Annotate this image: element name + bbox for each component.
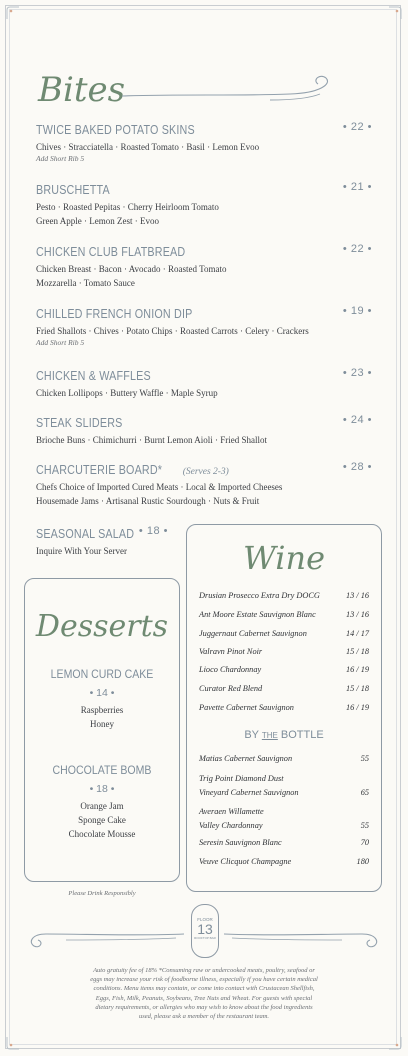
wine-row [199, 665, 369, 674]
wine-row [199, 684, 369, 693]
wine-name: Lioco Chardonnay [199, 665, 262, 674]
wine-row [199, 838, 369, 847]
wine-name-line2: Vineyard Cabernet Sauvignon [199, 788, 299, 797]
wine-price: 15 / 18 [345, 647, 369, 656]
wine-name: Trig Point Diamond Dust [199, 774, 284, 783]
menu-item [36, 525, 176, 558]
wine-name: Veuve Clicquot Champagne [199, 857, 292, 866]
menu-item [36, 243, 372, 290]
menu-item [36, 305, 372, 348]
wine-row [199, 857, 369, 866]
wine-name: Valravn Pinot Noir [199, 647, 263, 656]
item-name: CHICKEN CLUB FLATBREAD [36, 245, 186, 259]
wine-price: 16 / 19 [345, 665, 369, 674]
wine-row [199, 772, 369, 800]
drink-responsibly-note: Please Drink Responsibly [68, 890, 136, 897]
wine-price: 13 / 16 [345, 610, 369, 619]
dessert-item [25, 667, 179, 731]
item-description: Pesto · Roasted Pepitas · Cherry Heirloom Tomato Green Apple · Lemon Zest · Evoo [36, 202, 219, 226]
item-name: STEAK SLIDERS [36, 416, 123, 430]
wine-panel [186, 524, 382, 892]
wine-name: Curator Red Blend [199, 684, 263, 693]
wine-price: 55 [360, 754, 369, 763]
legal-footer: Auto gratuity fee of 18% *Consuming raw or undercooked meats, poultry, seafood or eggs may increase your risk of foodborne illness, especially if you have certain medical conditions. Menu items may contain, or come into contact with Crustacean Shellfish, Eggs, Fish, Milk, Peanuts, Soybeans, Tree Nuts and Wheat. For guests with special dietary requirements, or allergies who may wish to know about the food ingredients used, please ask a member of the restaurant team. [90, 967, 318, 1021]
floor13-logo: FLOOR 13 ROOFTOP BAR [191, 904, 219, 958]
wine-row [199, 647, 369, 656]
wine-price: 180 [356, 857, 369, 866]
item-description: Chicken Lollipops · Buttery Waffle · Maple Syrup [36, 388, 218, 398]
corner-ornament-icon [388, 1036, 402, 1050]
desserts-heading: Desserts [35, 609, 169, 644]
wine-name: Matias Cabernet Sauvignon [199, 754, 293, 763]
wine-price: 16 / 19 [345, 703, 369, 712]
item-price: • 21 • [342, 181, 372, 193]
bites-heading: Bites [38, 70, 126, 110]
wine-price: 70 [360, 838, 369, 847]
dessert-component: Raspberries [80, 705, 124, 715]
item-name: CHICKEN & WAFFLES [36, 369, 151, 383]
wine-price: 55 [360, 821, 369, 830]
wine-name: Juggernaut Cabernet Sauvignon [199, 629, 307, 638]
menu-item [36, 461, 372, 508]
wine-price: 13 / 16 [345, 591, 369, 600]
wine-price: 14 / 17 [345, 629, 369, 638]
dessert-item [25, 763, 179, 841]
corner-ornament-icon [6, 6, 20, 20]
dessert-name: LEMON CURD CAKE [50, 667, 154, 681]
item-price: • 18 • [138, 525, 168, 537]
item-name: SEASONAL SALAD [36, 527, 135, 541]
item-price: • 22 • [342, 243, 372, 255]
dessert-component: Chocolate Mousse [68, 829, 136, 839]
flourish-icon [26, 914, 186, 956]
item-name: BRUSCHETTA [36, 183, 110, 197]
item-description: Fried Shallots · Chives · Potato Chips · Roasted Carrots · Celery · Crackers [36, 326, 309, 336]
wine-price: 65 [360, 788, 369, 797]
menu-item [36, 121, 372, 164]
dessert-price: • 18 • [89, 783, 115, 795]
dessert-component: Honey [90, 719, 114, 729]
wine-name: Drusian Prosecco Extra Dry DOCG [199, 591, 320, 600]
item-serves: (Serves 2-3) [182, 467, 229, 477]
wine-row [199, 805, 369, 833]
dessert-price: • 14 • [89, 687, 115, 699]
menu-item [36, 367, 372, 400]
item-name: CHILLED FRENCH ONION DIP [36, 307, 193, 321]
flourish-icon [222, 914, 382, 956]
item-price: • 19 • [342, 305, 372, 317]
wine-heading: Wine [242, 539, 326, 577]
dessert-component: Orange Jam [80, 801, 124, 811]
wine-row [199, 629, 369, 638]
menu-item [36, 181, 372, 228]
menu-item [36, 414, 372, 447]
wine-name: Seresin Sauvignon Blanc [199, 838, 282, 847]
desserts-panel [24, 578, 180, 882]
item-description: Brioche Buns · Chimichurri · Burnt Lemon Aioli · Fried Shallot [36, 435, 267, 445]
item-description: Inquire With Your Server [36, 546, 127, 556]
item-price: • 22 • [342, 121, 372, 133]
wine-name: Averaen Willamette [199, 807, 264, 816]
item-description: Chives · Stracciatella · Roasted Tomato · Basil · Lemon Evoo [36, 142, 260, 152]
wine-price: 15 / 18 [345, 684, 369, 693]
by-the-bottle-heading: BY THE BOTTLE [244, 729, 324, 741]
wine-row [199, 591, 369, 600]
wine-row [199, 610, 369, 619]
dessert-name: CHOCOLATE BOMB [52, 763, 152, 777]
wine-name-line2: Valley Chardonnay [199, 821, 263, 830]
item-price: • 23 • [342, 367, 372, 379]
item-addon: Add Short Rib 5 [36, 338, 85, 347]
flourish-icon [120, 72, 336, 112]
wine-name: Ant Moore Estate Sauvignon Blanc [199, 610, 316, 619]
item-description: Chefs Choice of Imported Cured Meats · Local & Imported Cheeses Housemade Jams · Artisanal Rustic Sourdough · Nuts & Fruit [36, 482, 283, 506]
wine-row [199, 703, 369, 712]
corner-ornament-icon [388, 6, 402, 20]
item-price: • 28 • [342, 461, 372, 473]
item-description: Chicken Breast · Bacon · Avocado · Roasted Tomato Mozzarella · Tomato Sauce [36, 264, 227, 288]
corner-ornament-icon [6, 1036, 20, 1050]
item-price: • 24 • [342, 414, 372, 426]
dessert-component: Sponge Cake [78, 815, 126, 825]
wine-row [199, 754, 369, 763]
wine-name: Pavette Cabernet Sauvignon [199, 703, 294, 712]
item-addon: Add Short Rib 5 [36, 154, 85, 163]
item-name: TWICE BAKED POTATO SKINS [36, 123, 195, 137]
item-name: CHARCUTERIE BOARD* [36, 463, 163, 477]
